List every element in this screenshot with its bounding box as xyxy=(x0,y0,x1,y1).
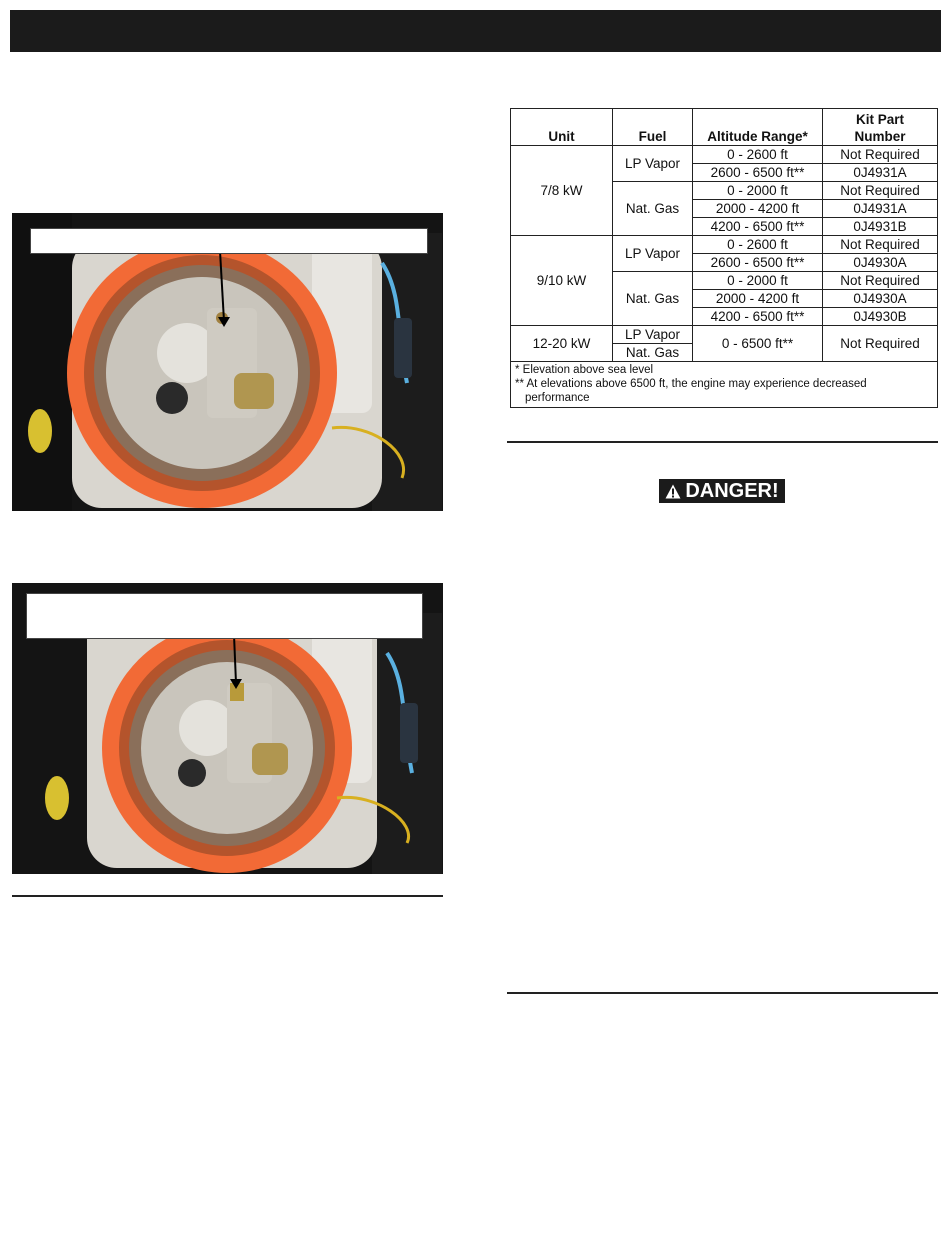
unit-cell: 9/10 kW xyxy=(511,236,613,326)
fuel-cell: Nat. Gas xyxy=(613,182,693,236)
table-notes xyxy=(511,362,938,408)
kit-cell: 0J4931A xyxy=(823,164,938,182)
altitude-cell: 0 - 6500 ft** xyxy=(693,326,823,362)
footnote-elevation: * Elevation above sea level xyxy=(515,364,654,376)
kit-cell: 0J4931B xyxy=(823,218,938,236)
table-header-row xyxy=(511,109,938,146)
header-bar xyxy=(10,10,941,52)
kit-cell: Not Required xyxy=(823,182,938,200)
kit-cell: Not Required xyxy=(823,236,938,254)
table-row xyxy=(511,236,938,254)
kit-cell: Not Required xyxy=(823,326,938,362)
kit-cell: Not Required xyxy=(823,146,938,164)
photo-1-image xyxy=(12,213,443,511)
fuel-cell: LP Vapor xyxy=(613,236,693,272)
altitude-cell: 0 - 2600 ft xyxy=(693,236,823,254)
kit-cell: Not Required xyxy=(823,272,938,290)
altitude-cell: 0 - 2600 ft xyxy=(693,146,823,164)
header-altitude: Altitude Range* xyxy=(693,109,823,146)
fuel-cell: Nat. Gas xyxy=(613,344,693,362)
kit-cell: 0J4930A xyxy=(823,290,938,308)
danger-label xyxy=(659,479,785,503)
altitude-cell: 2000 - 4200 ft xyxy=(693,200,823,218)
altitude-cell: 0 - 2000 ft xyxy=(693,182,823,200)
right-section-divider-1 xyxy=(507,441,938,443)
kit-cell: 0J4931A xyxy=(823,200,938,218)
fuel-cell: Nat. Gas xyxy=(613,272,693,326)
kit-cell: 0J4930B xyxy=(823,308,938,326)
unit-cell: 12-20 kW xyxy=(511,326,613,362)
altitude-kit-table xyxy=(510,108,938,408)
header-fuel: Fuel xyxy=(613,109,693,146)
unit-cell: 7/8 kW xyxy=(511,146,613,236)
air-filter-photo-2 xyxy=(12,583,443,874)
table-row xyxy=(511,326,938,344)
altitude-cell: 2600 - 6500 ft** xyxy=(693,254,823,272)
air-filter-photo-1 xyxy=(12,213,443,511)
photo-1-callout xyxy=(30,228,428,254)
table-row xyxy=(511,146,938,164)
fuel-cell: LP Vapor xyxy=(613,326,693,344)
altitude-cell: 2000 - 4200 ft xyxy=(693,290,823,308)
warning-triangle-icon xyxy=(665,484,681,499)
altitude-cell: 4200 - 6500 ft** xyxy=(693,308,823,326)
danger-text: DANGER! xyxy=(685,479,779,502)
footnote-performance: ** At elevations above 6500 ft, the engine may experience decreased performance xyxy=(515,378,867,404)
header-kit-part-number: Kit Part Number xyxy=(823,109,938,146)
photo-2-callout xyxy=(26,593,423,639)
kit-cell: 0J4930A xyxy=(823,254,938,272)
altitude-cell: 4200 - 6500 ft** xyxy=(693,218,823,236)
table-notes-row xyxy=(511,362,938,408)
altitude-cell: 0 - 2000 ft xyxy=(693,272,823,290)
right-section-divider-2 xyxy=(507,992,938,994)
fuel-cell: LP Vapor xyxy=(613,146,693,182)
altitude-cell: 2600 - 6500 ft** xyxy=(693,164,823,182)
left-section-divider xyxy=(12,895,443,897)
header-unit: Unit xyxy=(511,109,613,146)
